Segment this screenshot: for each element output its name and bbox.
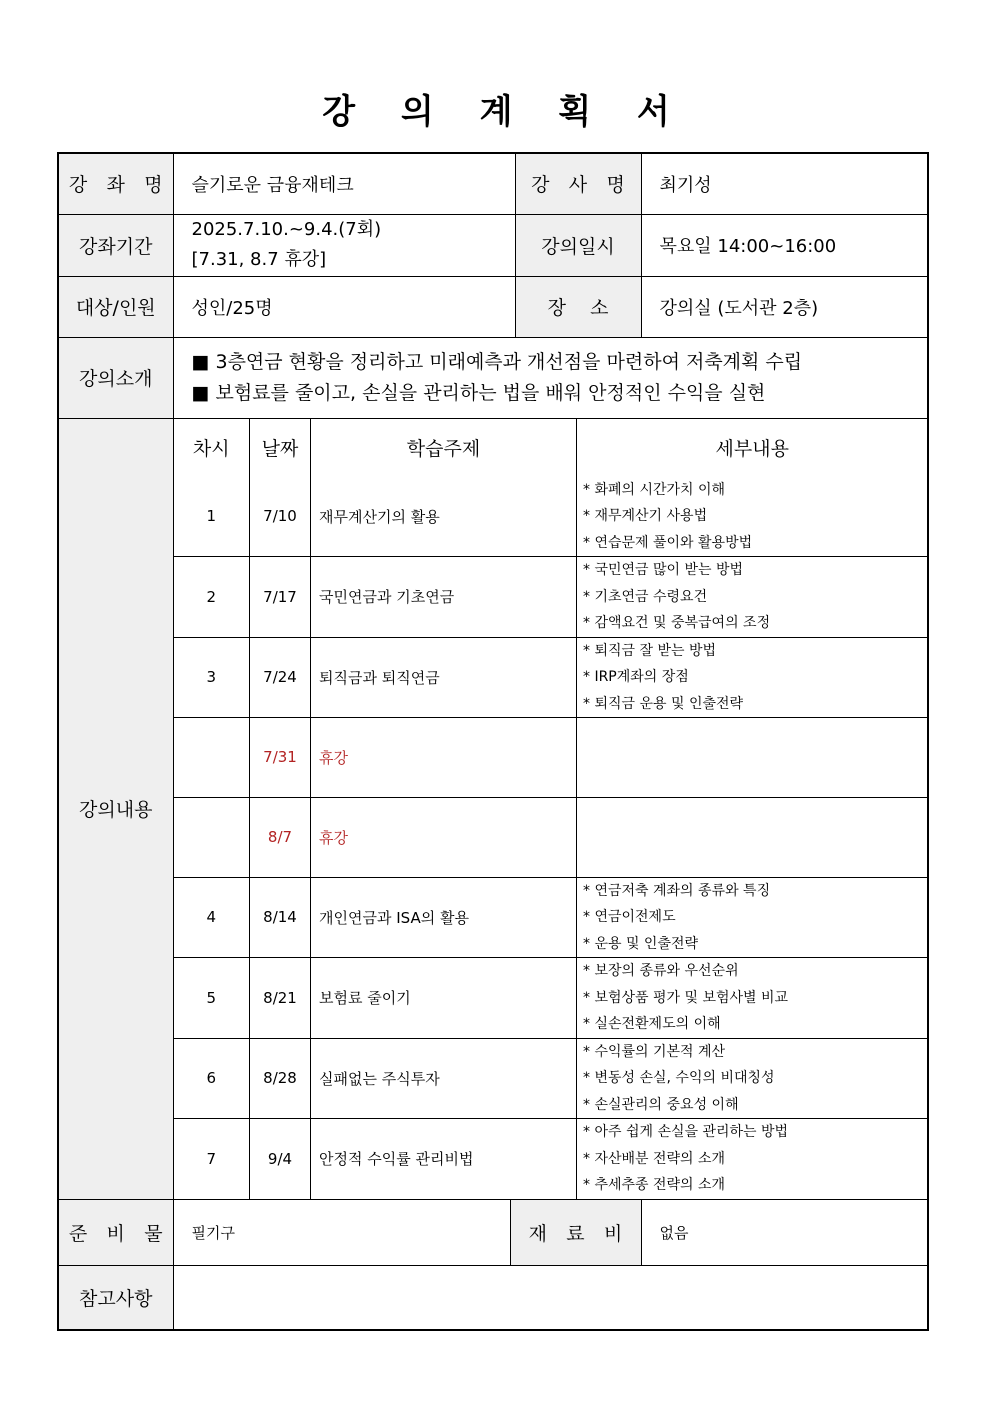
session-details: [577, 877, 928, 958]
content-row: [58, 418, 928, 1199]
session-date: 8/7: [250, 797, 311, 877]
session-num: [174, 797, 250, 877]
target-value: 성인/25명: [173, 276, 515, 337]
session-row: [174, 1119, 928, 1199]
detail-item: * 화폐의 시간가치 이해: [583, 481, 726, 498]
instructor-label: 강 사 명: [515, 153, 641, 214]
page-title: 강 의 계 획 서: [322, 92, 687, 132]
instructor-value: 최기성: [641, 153, 928, 214]
detail-item: * 손실관리의 중요성 이해: [583, 1096, 739, 1113]
intro-label: 강의소개: [58, 337, 173, 418]
detail-item: * 수익률의 기본적 계산: [583, 1043, 726, 1060]
detail-item: * 퇴직금 운용 및 인출전략: [583, 695, 744, 712]
detail-item: * 변동성 손실, 수익의 비대칭성: [583, 1070, 775, 1086]
session-num: 4: [174, 877, 250, 958]
detail-item: * 연금저축 계좌의 종류와 특징: [583, 882, 771, 899]
course-label: 강 좌 명: [58, 153, 173, 214]
session-topic: 재무계산기의 활용: [311, 477, 577, 557]
period-value: [173, 214, 515, 276]
session-num: 5: [174, 958, 250, 1039]
intro-row: [58, 337, 928, 418]
session-details: [577, 958, 928, 1039]
session-num: 1: [174, 477, 250, 557]
materials-value: 필기구: [173, 1199, 510, 1265]
session-details: [577, 797, 928, 877]
detail-item: * 추세추종 전략의 소개: [583, 1177, 726, 1193]
session-details: [577, 1038, 928, 1119]
session-details: [577, 557, 928, 638]
session-row: [174, 477, 928, 557]
header-details: 세부내용: [577, 419, 928, 477]
session-row: [174, 557, 928, 638]
session-date: 7/31: [250, 718, 311, 798]
session-row: [174, 718, 928, 798]
session-topic: 휴강: [311, 718, 577, 798]
session-details: [577, 1119, 928, 1199]
fee-label: 재 료 비: [510, 1199, 641, 1265]
place-value: 강의실 (도서관 2층): [641, 276, 928, 337]
detail-item: * 퇴직금 잘 받는 방법: [583, 642, 716, 659]
session-date: 7/24: [250, 637, 311, 718]
period-label: 강좌기간: [58, 214, 173, 276]
session-num: [174, 718, 250, 798]
session-date: 8/21: [250, 958, 311, 1039]
lecture-plan-table: [57, 152, 929, 1331]
session-date: 7/17: [250, 557, 311, 638]
course-row: [58, 153, 928, 214]
session-num: 6: [174, 1038, 250, 1119]
detail-item: * 실손전환제도의 이해: [583, 1016, 721, 1032]
schedule-value: 목요일 14:00~16:00: [641, 214, 928, 276]
session-topic: 국민연금과 기초연금: [311, 557, 577, 638]
detail-item: * 연금이전제도: [583, 909, 676, 925]
header-num: 차시: [174, 419, 250, 477]
session-row: [174, 1038, 928, 1119]
notes-label: 참고사항: [58, 1265, 173, 1330]
detail-item: * 자산배분 전략의 소개: [583, 1150, 726, 1167]
session-date: 8/14: [250, 877, 311, 958]
detail-item: * 운용 및 인출전략: [583, 935, 699, 952]
schedule-label: 강의일시: [515, 214, 641, 276]
session-row: [174, 958, 928, 1039]
session-header-row: [174, 419, 928, 477]
detail-item: * IRP계좌의 장점: [583, 669, 689, 685]
session-details: [577, 718, 928, 798]
content-label: 강의내용: [58, 418, 173, 1199]
session-row: [174, 637, 928, 718]
target-row: [58, 276, 928, 337]
intro-line-1: ■ 3층연금 현황을 정리하고 미래예측과 개선점을 마련하여 저축계획 수립: [191, 350, 803, 373]
session-topic: 보험료 줄이기: [311, 958, 577, 1039]
fee-value: 없음: [641, 1199, 928, 1265]
detail-item: * 보장의 종류와 우선순위: [583, 963, 739, 979]
session-row: [174, 797, 928, 877]
session-topic: 퇴직금과 퇴직연금: [311, 637, 577, 718]
session-topic: 실패없는 주식투자: [311, 1038, 577, 1119]
materials-label: 준 비 물: [58, 1199, 173, 1265]
session-num: 7: [174, 1119, 250, 1199]
content-cell: [173, 418, 928, 1199]
place-label: 장 소: [515, 276, 641, 337]
materials-row: [58, 1199, 928, 1265]
session-num: 3: [174, 637, 250, 718]
detail-item: * 연습문제 풀이와 활용방법: [583, 534, 753, 551]
session-topic: 안정적 수익률 관리비법: [311, 1119, 577, 1199]
notes-value: [173, 1265, 928, 1330]
detail-item: * 국민연금 많이 받는 방법: [583, 562, 744, 578]
notes-row: [58, 1265, 928, 1330]
target-label: 대상/인원: [58, 276, 173, 337]
session-topic: 개인연금과 ISA의 활용: [311, 877, 577, 958]
detail-item: * 기초연금 수령요건: [583, 588, 708, 605]
course-value: 슬기로운 금융재테크: [173, 153, 515, 214]
header-topic: 학습주제: [311, 419, 577, 477]
session-date: 7/10: [250, 477, 311, 557]
session-date: 8/28: [250, 1038, 311, 1119]
period-row: [58, 214, 928, 276]
session-topic: 휴강: [311, 797, 577, 877]
session-num: 2: [174, 557, 250, 638]
session-row: [174, 877, 928, 958]
detail-item: * 보험상품 평가 및 보험사별 비교: [583, 989, 789, 1006]
session-table: [174, 419, 928, 1199]
intro-content: [173, 337, 928, 418]
detail-item: * 재무계산기 사용법: [583, 508, 708, 524]
header-date: 날짜: [250, 419, 311, 477]
period-line2: [7.31, 8.7 휴강]: [191, 249, 327, 270]
detail-item: * 감액요건 및 중복급여의 조정: [583, 615, 771, 631]
intro-line-2: ■ 보험료를 줄이고, 손실을 관리하는 법을 배워 안정적인 수익을 실현: [191, 381, 766, 404]
session-details: [577, 477, 928, 557]
detail-item: * 아주 쉽게 손실을 관리하는 방법: [583, 1124, 789, 1140]
session-details: [577, 637, 928, 718]
period-line1: 2025.7.10.~9.4.(7회): [191, 219, 382, 240]
session-date: 9/4: [250, 1119, 311, 1199]
